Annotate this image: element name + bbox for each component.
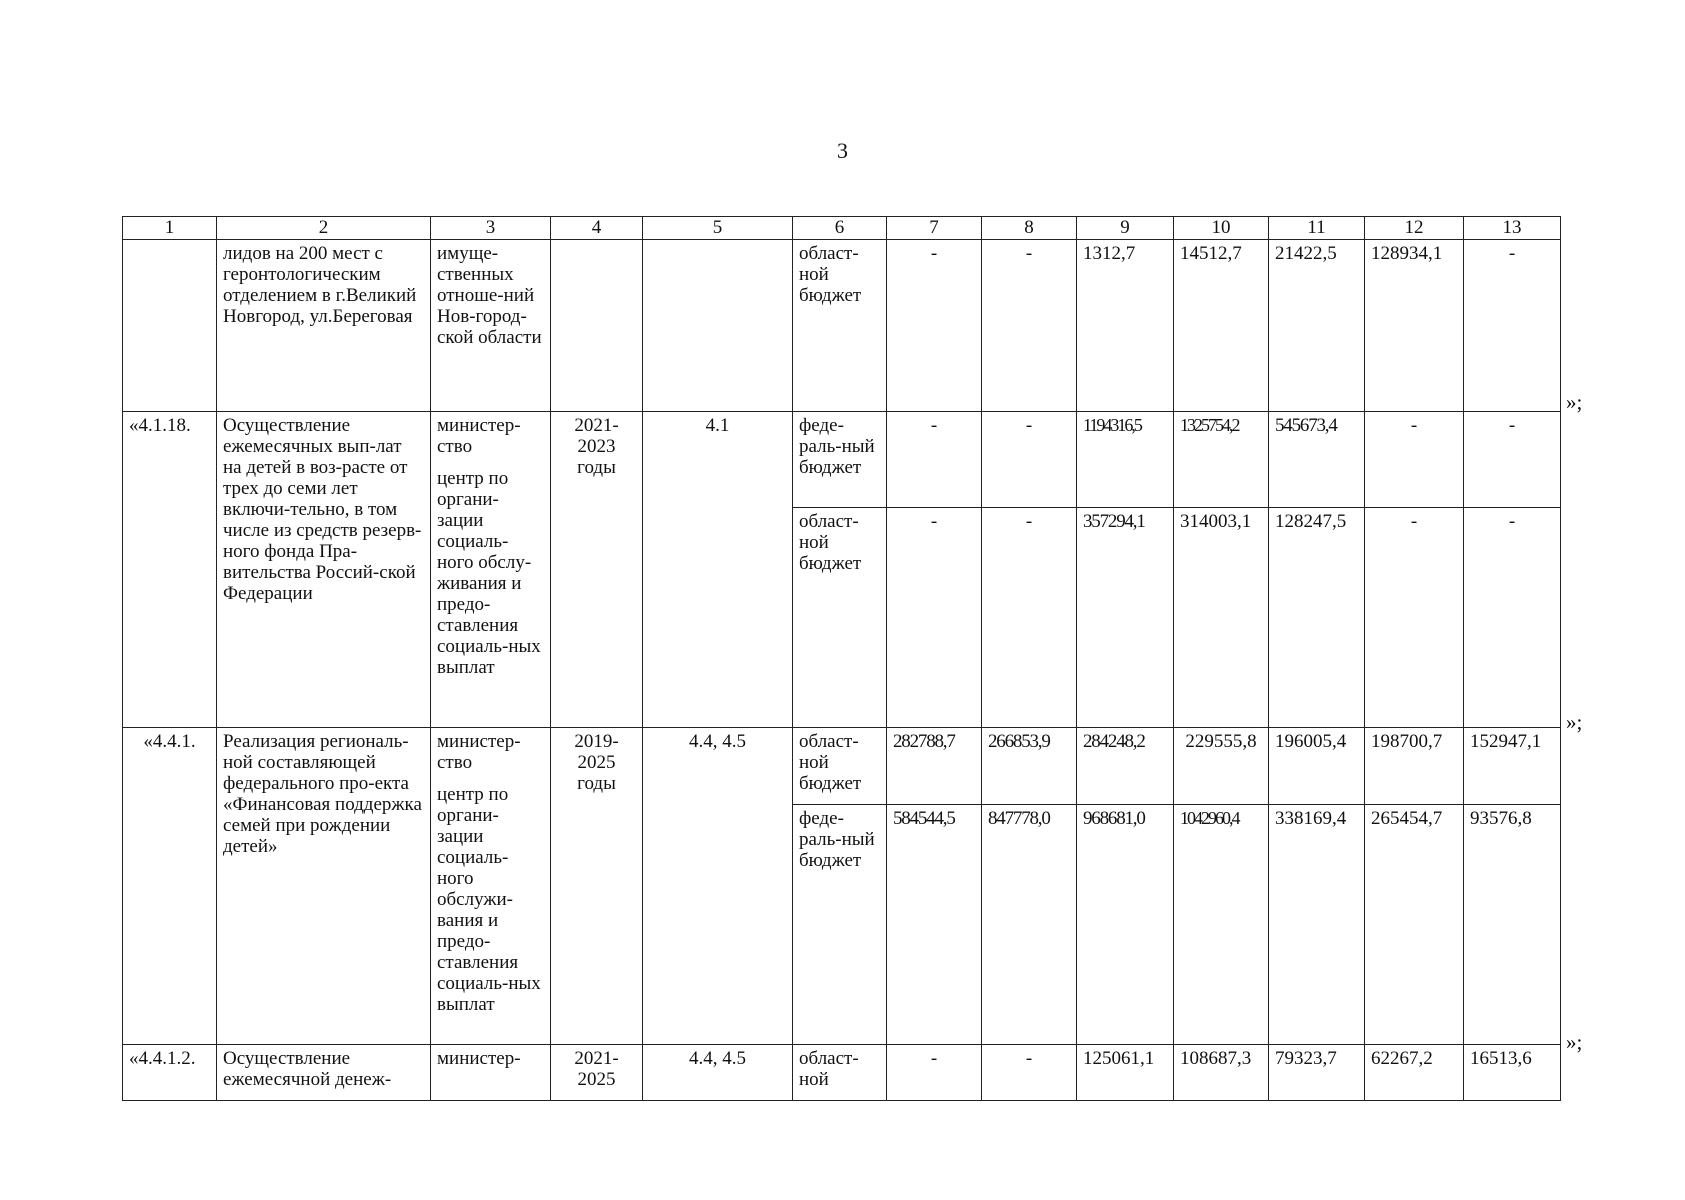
value-cell: 266853,9 <box>982 728 1077 805</box>
value-cell: 545673,4 <box>1269 412 1365 508</box>
value-cell: 125061,1 <box>1077 1045 1174 1101</box>
value-cell: 108687,3 <box>1174 1045 1269 1101</box>
value-cell: - <box>1464 412 1561 508</box>
value-cell: 229555,8 <box>1174 728 1269 805</box>
value-cell: - <box>1464 240 1561 412</box>
closing-quote-mark: »; <box>1566 390 1583 414</box>
value-cell: 1042960,4 <box>1174 805 1269 1045</box>
value-cell: 338169,4 <box>1269 805 1365 1045</box>
value-cell: - <box>1464 508 1561 728</box>
value-cell: 128247,5 <box>1269 508 1365 728</box>
executor-primary: министер-ство <box>437 415 521 457</box>
value-cell: - <box>1365 508 1464 728</box>
measure-name-cell: лидов на 200 мест с геронтологическим отделением в г.Великий Новгород, ул.Береговая <box>217 240 431 412</box>
row-number-cell <box>123 240 217 412</box>
header-cell: 4 <box>551 217 643 240</box>
header-cell: 12 <box>1365 217 1464 240</box>
header-cell: 6 <box>793 217 887 240</box>
executor-cell <box>431 412 551 728</box>
executor-primary: министер-ство <box>437 731 521 773</box>
value-cell: - <box>887 508 982 728</box>
header-cell: 13 <box>1464 217 1561 240</box>
measure-name-cell: Осуществление ежемесячных вып-лат на детей в воз-расте от трех до семи лет включи-тельно, в том числе из средств резерв-ного фонда Пра-вительства Россий-ской Федерации <box>217 412 431 728</box>
period-cell <box>551 240 643 412</box>
executor-secondary: центр по органи-зации социаль-ного обслу-живания и предо-ставления социаль-ных выплат <box>437 468 541 678</box>
table-row <box>123 240 1561 412</box>
target-cell: 4.4, 4.5 <box>643 728 793 1045</box>
value-cell: - <box>887 1045 982 1101</box>
closing-quote-mark: »; <box>1566 1030 1583 1054</box>
table-row <box>123 728 1561 805</box>
value-cell: - <box>887 412 982 508</box>
value-cell: 198700,7 <box>1365 728 1464 805</box>
header-cell: 10 <box>1174 217 1269 240</box>
page-number: 3 <box>837 138 848 163</box>
measure-name-cell: Осуществление ежемесячной денеж- <box>217 1045 431 1101</box>
funding-source-cell: област-ной бюджет <box>793 508 887 728</box>
value-cell: - <box>982 412 1077 508</box>
header-cell: 1 <box>123 217 217 240</box>
value-cell: - <box>1365 412 1464 508</box>
executor-secondary: центр по органи-зации социаль-ного обслужи-вания и предо-ставления социаль-ных выплат <box>437 784 541 1015</box>
table-header-row <box>123 217 1561 240</box>
value-cell: 93576,8 <box>1464 805 1561 1045</box>
header-cell: 3 <box>431 217 551 240</box>
budget-table <box>122 216 1561 1101</box>
target-cell: 4.4, 4.5 <box>643 1045 793 1101</box>
value-cell: 968681,0 <box>1077 805 1174 1045</box>
closing-quote-mark: »; <box>1566 710 1583 734</box>
value-cell: - <box>982 1045 1077 1101</box>
funding-source-cell: област-ной бюджет <box>793 728 887 805</box>
value-cell: 284248,2 <box>1077 728 1174 805</box>
period-cell: 2021-2025 <box>551 1045 643 1101</box>
value-cell: 357294,1 <box>1077 508 1174 728</box>
value-cell: 1325754,2 <box>1174 412 1269 508</box>
value-cell: 79323,7 <box>1269 1045 1365 1101</box>
row-number-cell: «4.4.1.2. <box>123 1045 217 1101</box>
value-cell: - <box>982 240 1077 412</box>
table-row <box>123 412 1561 508</box>
value-cell: 196005,4 <box>1269 728 1365 805</box>
table-row <box>123 1045 1561 1101</box>
value-cell: 584544,5 <box>887 805 982 1045</box>
row-number-cell: «4.1.18. <box>123 412 217 728</box>
row-number-cell: «4.4.1. <box>123 728 217 1045</box>
header-cell: 11 <box>1269 217 1365 240</box>
value-cell: - <box>887 240 982 412</box>
value-cell: 14512,7 <box>1174 240 1269 412</box>
period-cell: 2021-2023 годы <box>551 412 643 728</box>
header-cell: 2 <box>217 217 431 240</box>
target-cell: 4.1 <box>643 412 793 728</box>
value-cell: 21422,5 <box>1269 240 1365 412</box>
value-cell: 62267,2 <box>1365 1045 1464 1101</box>
value-cell: 314003,1 <box>1174 508 1269 728</box>
funding-source-cell: област-ной бюджет <box>793 240 887 412</box>
value-cell: 1194316,5 <box>1077 412 1174 508</box>
value-cell: 152947,1 <box>1464 728 1561 805</box>
value-cell: 847778,0 <box>982 805 1077 1045</box>
funding-source-cell: област-ной <box>793 1045 887 1101</box>
target-cell <box>643 240 793 412</box>
executor-cell: министер- <box>431 1045 551 1101</box>
executor-cell: имуще-ственных отноше-ний Нов-город-ской области <box>431 240 551 412</box>
value-cell: 282788,7 <box>887 728 982 805</box>
period-cell: 2019-2025 годы <box>551 728 643 1045</box>
value-cell: 1312,7 <box>1077 240 1174 412</box>
value-cell: 265454,7 <box>1365 805 1464 1045</box>
header-cell: 8 <box>982 217 1077 240</box>
value-cell: 16513,6 <box>1464 1045 1561 1101</box>
value-cell: - <box>982 508 1077 728</box>
header-cell: 7 <box>887 217 982 240</box>
value-cell: 128934,1 <box>1365 240 1464 412</box>
header-cell: 5 <box>643 217 793 240</box>
measure-name-cell: Реализация региональ-ной составляющей федерального про-екта «Финансовая поддержка семей при рождении детей» <box>217 728 431 1045</box>
executor-cell <box>431 728 551 1045</box>
funding-source-cell: феде-раль-ный бюджет <box>793 412 887 508</box>
funding-source-cell: феде-раль-ный бюджет <box>793 805 887 1045</box>
header-cell: 9 <box>1077 217 1174 240</box>
